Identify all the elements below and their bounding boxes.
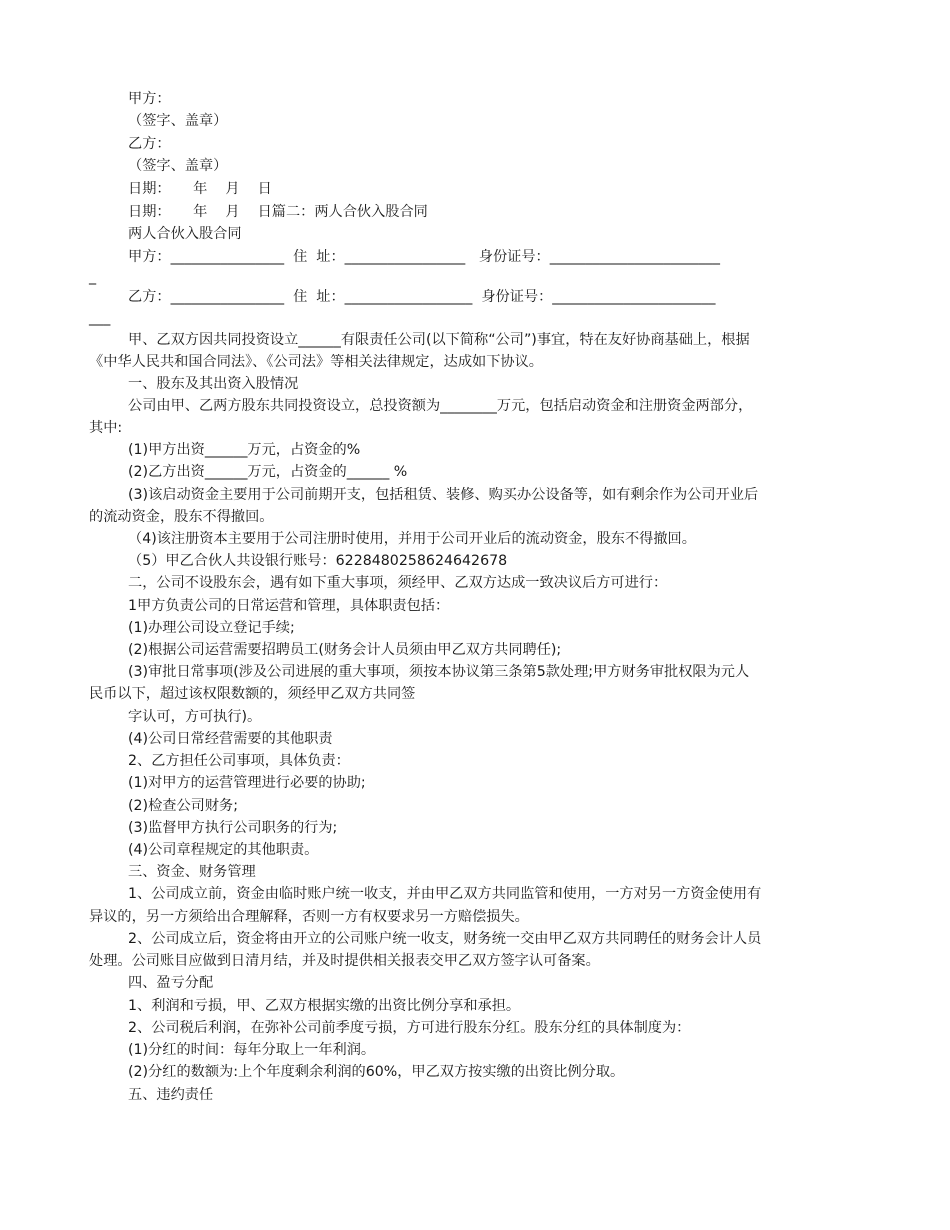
date-line-section-two: 日期： 年 月 日篇二：两人合伙入股合同: [128, 204, 428, 220]
party-b-label: 乙方：: [128, 136, 171, 152]
duty-a-1: (1)办理公司设立登记手续;: [128, 620, 295, 636]
bank-account: （5）甲乙合伙人共设银行账号：6228480258624642678: [128, 553, 508, 569]
party-a-info-overflow: _: [89, 269, 97, 285]
duty-a-3-line-3: 字认可，方可执行)。: [128, 709, 262, 725]
party-a-label: 甲方：: [128, 91, 171, 107]
profit-2: 2、公司税后利润，在弥补公司前季度亏损，方可进行股东分红。股东分红的具体制度为：: [128, 1020, 691, 1036]
investment-paragraph-line-2: 其中:: [89, 420, 123, 436]
duty-a-4: (4)公司日常经营需要的其他职责: [128, 731, 333, 747]
dividend-amount: (2)分红的数额为:上个年度剩余利润的60%，甲乙双方按实缴的出资比例分取。: [128, 1064, 625, 1080]
investment-paragraph-line-1: 公司由甲、乙两方股东共同投资设立，总投资额为________万元，包括启动资金和注册资金两部分，: [128, 398, 753, 414]
duty-a-3-line-2: 民币以下，超过该权限数额的，须经甲乙双方共同签: [89, 686, 416, 702]
party-a-info-line: 甲方：________________ 住 址：_________________ 身份证号：________________________: [128, 249, 720, 265]
party-b-contribution: (2)乙方出资______万元，占资金的______ %: [128, 464, 408, 480]
contract-title: 两人合伙入股合同: [128, 226, 242, 242]
party-b-info-line: 乙方：________________ 住 址：__________________ 身份证号：_______________________: [128, 289, 716, 305]
section-heading-1: 一、股东及其出资入股情况: [128, 376, 299, 392]
finance-2-line-1: 2、公司成立后，资金将由开立的公司账户统一收支，财务统一交由甲乙双方共同聘任的财务会计人员: [128, 931, 762, 947]
section-heading-4: 四、盈亏分配: [128, 975, 214, 991]
party-b-sign-note: （签字、盖章）: [128, 158, 228, 174]
duty-a-3-line-1: (3)审批日常事项(涉及公司进展的重大事项，须按本协议第三条第5款处理;甲方财务审批权限为元人: [128, 664, 750, 680]
finance-1-line-2: 异议的，另一方须给出合理解释，否则一方有权要求另一方赔偿损失。: [89, 909, 529, 925]
party-b-info-overflow: ___: [89, 310, 111, 326]
dividend-time: (1)分红的时间：每年分取上一年利润。: [128, 1042, 376, 1058]
party-b-duties-heading: 2、乙方担任公司事项，具体负责：: [128, 753, 350, 769]
section-heading-3: 三、资金、财务管理: [128, 864, 256, 880]
finance-2-line-2: 处理。公司账目应做到日清月结，并及时提供相关报表交甲乙双方签字认可备案。: [89, 953, 600, 969]
duty-b-4: (4)公司章程规定的其他职责。: [128, 842, 319, 858]
party-a-duties-heading: 1甲方负责公司的日常运营和管理，具体职责包括：: [128, 598, 450, 614]
startup-fund-line-1: (3)该启动资金主要用于公司前期开支，包括租赁、装修、购买办公设备等，如有剩余作为公司开业后: [128, 487, 759, 503]
date-line: 日期： 年 月 日: [128, 181, 272, 197]
intro-paragraph-line-1: 甲、乙双方因共同投资设立______有限责任公司(以下简称“公司”)事宜，特在友好协商基础上，根据: [128, 332, 750, 348]
intro-paragraph-line-2: 《中华人民共和国合同法》、《公司法》等相关法律规定，达成如下协议。: [89, 354, 543, 370]
registered-capital: （4)该注册资本主要用于公司注册时使用，并用于公司开业后的流动资金，股东不得撤回。: [128, 531, 696, 547]
duty-a-2: (2)根据公司运营需要招聘员工(财务会计人员须由甲乙双方共同聘任);: [128, 642, 562, 658]
profit-1: 1、利润和亏损，甲、乙双方根据实缴的出资比例分享和承担。: [128, 998, 521, 1014]
duty-b-3: (3)监督甲方执行公司职务的行为;: [128, 820, 338, 836]
party-a-sign-note: （签字、盖章）: [128, 113, 228, 129]
finance-1-line-1: 1、公司成立前，资金由临时账户统一收支，并由甲乙双方共同监管和使用，一方对另一方资金使用有: [128, 886, 762, 902]
section-heading-5: 五、违约责任: [128, 1087, 214, 1103]
duty-b-2: (2)检查公司财务;: [128, 798, 239, 814]
duty-b-1: (1)对甲方的运营管理进行必要的协助;: [128, 775, 366, 791]
section-heading-2: 二，公司不设股东会，遇有如下重大事项，须经甲、乙双方达成一致决议后方可进行：: [128, 575, 668, 591]
startup-fund-line-2: 的流动资金，股东不得撤回。: [89, 509, 274, 525]
party-a-contribution: (1)甲方出资______万元，占资金的%: [128, 442, 361, 458]
